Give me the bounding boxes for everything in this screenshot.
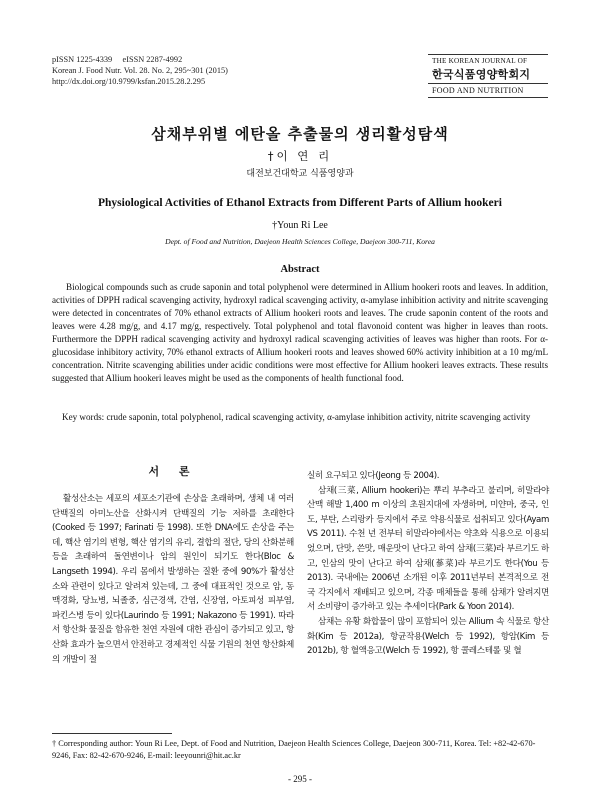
issn-line: pISSN 1225-4339 eISSN 2287-4992 [52, 55, 183, 64]
author-en: †Youn Ri Lee [272, 220, 328, 231]
journal-rule-bottom [428, 97, 548, 98]
abstract-text: Biological compounds such as crude saponin and total polyphenol were determined in Allium hookeri roots and leaves. In addition, activities of DPPH radical scavenging activity, hydroxyl radical scavenging activity, α-amylase inhibition activity and nitrite scavenging were detected in concentrates of 70% ethanol extracts of Allium hookeri roots and leaves. The crude saponin content of the roots and leaves were 4.28 mg/g, and 4.17 mg/g, respectively. Total polyphenol and total flavonoid content was higher in leaves than roots. Furthermore the DPPH radical scavenging activity and hydroxyl radical scavenging activities of leaves was higher than roots. For α-glucosidase inhibitory activity, 70% ethanol extracts of Allium hookeri roots and leaves showed 60% activity inhibition at a 10 mg/mL concentration. Nitrite scavenging abilities under acidic conditions were most effective for Allium hookeri leaves extracts. These results suggested that Allium hookeri leaves might be used as the components of health functional food. [52, 282, 548, 383]
body-paragraph: 삼채는 유황 화합물이 많이 포함되어 있는 Allium 속 식물로 항산화(Kim 등 2012a), 항균작용(Welch 등 1992), 항암(Kim 등 2012b), 항 혈액응고(Welch 등 1992), 항 콜레스테롤 및 혈 [307, 616, 549, 657]
section-heading-introduction: 서 론 [148, 465, 198, 478]
affiliation-kr: 대전보건대학교 식품영양과 [246, 169, 354, 179]
paper-title-kr: 삼채부위별 에탄올 추출물의 생리활성탐색 [151, 125, 449, 143]
abstract-heading: Abstract [280, 264, 320, 275]
citation-meta [52, 54, 228, 87]
footnote-rule [52, 733, 172, 734]
doi-line[interactable]: http://dx.doi.org/10.9799/ksfan.2015.28.2.295 [52, 77, 206, 86]
page-number: - 295 - [288, 774, 312, 784]
journal-name-kr: 한국식품영양학회지 [432, 68, 531, 81]
paper-title-en: Physiological Activities of Ethanol Extracts from Different Parts of Allium hookeri [98, 197, 502, 209]
journal-name-en-top: THE KOREAN JOURNAL OF [432, 57, 528, 65]
author-kr: †이 연 리 [267, 149, 333, 163]
body-paragraph: 실히 요구되고 있다(Jeong 등 2004). [307, 471, 440, 481]
keywords: Key words: crude saponin, total polyphenol, radical scavenging activity, α-amylase inhibition activity, nitrite scavenging activity [62, 412, 531, 422]
body-paragraph: 삼채(三菜, Allium hookeri)는 뿌리 부추라고 불리며, 히말라야 산맥 해발 1,400 m 이상의 초원지대에 자생하며, 미얀마, 중국, 인도, 부탄, 스리랑카 등지에서 주로 약용식물로 섭취되고 있다(Ayam VS 2011). 수천 년 전부터 히말라야에서는 약초와 식용으로 이용되었으며, 단맛, 쓴맛, 매운맛이 난다고 하여 삼채(三菜)라 부르기도 하고, 인삼의 맛이 난다고 하여 삼채(蔘菜)라 부르기도 한다(You 등 2013). 국내에는 2006년 소개된 이후 2011년부터 본격적으로 전국 각지에서 재배되고 있으며, 각종 매체들을 통해 삼채가 알려지면서 소비량이 증가하고 있는 추세이다(Park & Yoon 2014). [307, 485, 549, 613]
journal-rule-mid [428, 83, 548, 84]
body-paragraph: 활성산소는 세포의 세포소기관에 손상을 초래하며, 생체 내 여러 단백질의 아미노산을 산화시켜 단백질의 기능 저하를 초래한다(Cooked 등 1997; Farinati 등 1998). 또한 DNA에도 손상을 주는데, 핵산 염기의 변형, 핵산 염기의 유리, 결합의 절단, 당의 산화분해 등을 초래하여 돌연변이나 암의 원인이 되기도 한다(Bloc & Langseth 1994). 우리 몸에서 발생하는 질환 중에 90%가 활성산소와 관련이 있다고 알려져 있는데, 그 중에 대표적인 것으로 암, 동맥경화, 당뇨병, 뇌졸중, 심근경색, 간염, 신장염, 아토피성 피부염, 파킨스병 등이 있다(Laurindo 등 1991; Nakazono 등 1991). 따라서 항산화 물질을 함유한 천연 자원에 대한 관심이 증가되고 있고, 항산화 효과가 높으면서 안전하고 경제적인 식물 기원의 천연 항산화제의 개발이 절 [52, 494, 294, 665]
body-column-left [52, 462, 294, 667]
journal-rule-top [428, 54, 548, 55]
journal-name-en-bottom: FOOD AND NUTRITION [432, 86, 524, 95]
corresponding-author-footnote: † Corresponding author: Youn Ri Lee, Dept. of Food and Nutrition, Daejeon Health Sciences College, Daejeon 300-711, Korea. Tel: +82-42-670-9246, Fax: 82-42-670-9246, E-mail: leeyounri@hit.ac.kr [52, 739, 536, 760]
volume-line: Korean J. Food Nutr. Vol. 28. No. 2, 295~301 (2015) [52, 66, 228, 75]
affiliation-en: Dept. of Food and Nutrition, Daejeon Health Sciences College, Daejeon 300-711, Korea [165, 237, 435, 246]
body-column-right [307, 469, 549, 659]
journal-logo [428, 53, 548, 99]
